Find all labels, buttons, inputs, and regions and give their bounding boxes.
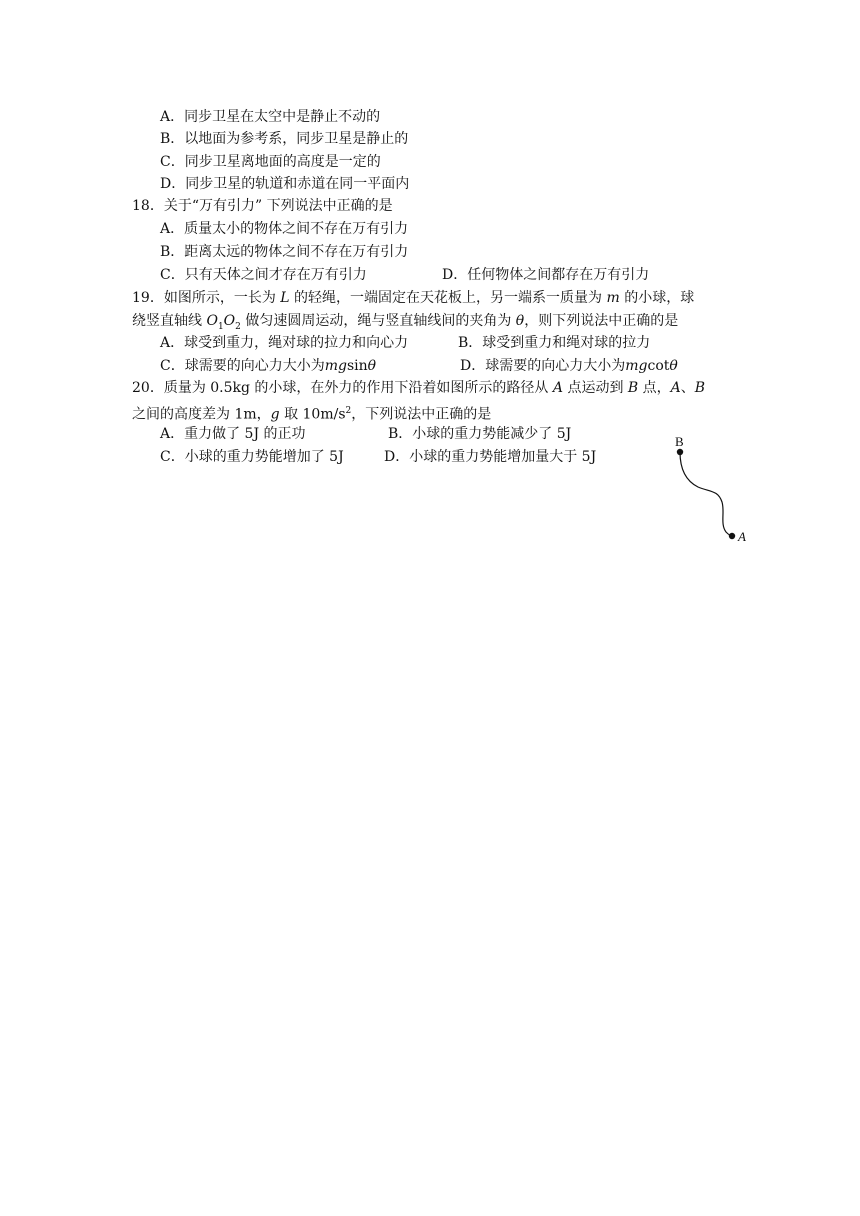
q20-option-d: D．小球的重力势能增加量大于 5J: [384, 449, 597, 465]
q17-option-b: B．以地面为参考系，同步卫星是静止的: [160, 131, 409, 147]
q19-option-c: C．球需要的向心力大小为mgsinθ: [160, 358, 377, 374]
path-figure: [668, 432, 758, 552]
point-a-label: A: [738, 529, 746, 544]
motion-path: [680, 452, 732, 536]
q19-option-b: B．球受到重力和绳对球的拉力: [458, 335, 651, 351]
q19-stem-line1: 19．如图所示，一长为 L 的轻绳，一端固定在天花板上，另一端系一质量为 m 的小球，球: [132, 290, 695, 306]
point-b-label: B: [675, 434, 684, 449]
q17-option-c: C．同步卫星离地面的高度是一定的: [160, 154, 381, 170]
q20-option-c: C．小球的重力势能增加了 5J: [160, 449, 344, 465]
q19-option-a: A．球受到重力，绳对球的拉力和向心力: [160, 335, 409, 351]
q20-option-a: A．重力做了 5J 的正功: [160, 426, 306, 442]
q20-stem-line1: 20．质量为 0.5kg 的小球，在外力的作用下沿着如图所示的路径从 A 点运动到 B 点，A、B: [132, 380, 706, 396]
q17-option-a: A．同步卫星在太空中是静止不动的: [160, 109, 381, 125]
q20-stem-line2: 之间的高度差为 1m，g 取 $10m/s^2$，下列说法中正确的是: [132, 406, 492, 423]
point-a-dot: [729, 533, 735, 539]
q20-option-b: B．小球的重力势能减少了 5J: [388, 426, 572, 442]
q18-option-a: A．质量太小的物体之间不存在万有引力: [160, 221, 409, 237]
q17-option-d: D．同步卫星的轨道和赤道在同一平面内: [160, 176, 410, 192]
q18-option-c: C．只有天体之间才存在万有引力: [160, 267, 367, 283]
q19-stem-line2: 绕竖直轴线 $O_1O_2$ 做匀速圆周运动，绳与竖直轴线间的夹角为 θ，则下列说法中正确的是: [132, 313, 679, 332]
q19-option-d: D．球需要的向心力大小为mgcotθ: [460, 358, 678, 374]
q18-option-b: B．距离太远的物体之间不存在万有引力: [160, 244, 409, 260]
q18-option-d: D．任何物体之间都存在万有引力: [442, 267, 650, 283]
q18-stem: 18．关于“万有引力” 下列说法中正确的是: [132, 198, 393, 214]
path-svg: [668, 432, 758, 552]
point-b-dot: [677, 449, 683, 455]
